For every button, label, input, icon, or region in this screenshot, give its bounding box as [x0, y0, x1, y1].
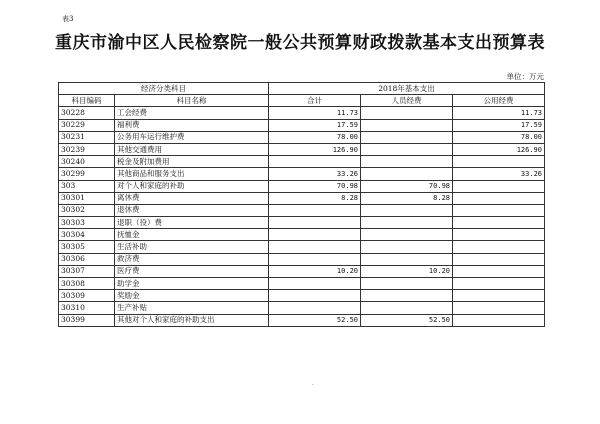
cell-personnel: 70.98 [361, 180, 453, 192]
cell-code: 30306 [59, 253, 115, 265]
table-row [59, 290, 545, 302]
table-row [59, 253, 545, 265]
cell-code: 303 [59, 180, 115, 192]
cell-personnel [361, 143, 453, 155]
table-row [59, 107, 545, 119]
cell-total [269, 241, 361, 253]
cell-code: 30240 [59, 156, 115, 168]
cell-total: 10.20 [269, 265, 361, 277]
cell-name: 医疗费 [115, 265, 269, 277]
cell-total [269, 156, 361, 168]
cell-public: 17.59 [453, 119, 545, 131]
cell-code: 30307 [59, 265, 115, 277]
cell-public [453, 278, 545, 290]
cell-code: 30229 [59, 119, 115, 131]
cell-total: 8.28 [269, 192, 361, 204]
cell-total [269, 290, 361, 302]
header-basic-expense: 2018年基本支出 [269, 83, 545, 95]
cell-total [269, 302, 361, 314]
cell-public [453, 204, 545, 216]
table-row [59, 204, 545, 216]
table-row [59, 229, 545, 241]
cell-name: 退职（役）费 [115, 217, 269, 229]
cell-total [269, 204, 361, 216]
table-row [59, 314, 545, 326]
table-row [59, 265, 545, 277]
cell-name: 其他对个人和家庭的补助支出 [115, 314, 269, 326]
cell-name: 离休费 [115, 192, 269, 204]
table-row [59, 168, 545, 180]
cell-name: 税金及附加费用 [115, 156, 269, 168]
unit-label: 单位：万元 [506, 72, 544, 81]
footer-mark: . [312, 380, 314, 387]
cell-personnel [361, 253, 453, 265]
cell-public [453, 180, 545, 192]
table-body [59, 107, 545, 326]
cell-name: 奖励金 [115, 290, 269, 302]
cell-total: 33.26 [269, 168, 361, 180]
cell-code: 30228 [59, 107, 115, 119]
cell-personnel [361, 241, 453, 253]
table-row [59, 119, 545, 131]
cell-public: 126.90 [453, 143, 545, 155]
cell-name: 对个人和家庭的补助 [115, 180, 269, 192]
cell-code: 30309 [59, 290, 115, 302]
header-personnel: 人员经费 [361, 95, 453, 107]
cell-personnel [361, 156, 453, 168]
cell-personnel [361, 229, 453, 241]
cell-public: 11.73 [453, 107, 545, 119]
cell-total [269, 217, 361, 229]
table-row [59, 217, 545, 229]
cell-public [453, 314, 545, 326]
cell-personnel: 8.28 [361, 192, 453, 204]
table-row [59, 143, 545, 155]
cell-total [269, 278, 361, 290]
cell-code: 30304 [59, 229, 115, 241]
cell-code: 30303 [59, 217, 115, 229]
cell-total: 78.00 [269, 131, 361, 143]
table-row [59, 156, 545, 168]
cell-code: 30302 [59, 204, 115, 216]
cell-total [269, 229, 361, 241]
cell-name: 生产补贴 [115, 302, 269, 314]
header-row-top [59, 83, 545, 95]
cell-personnel [361, 204, 453, 216]
table-row [59, 180, 545, 192]
table-row [59, 131, 545, 143]
cell-name: 抚恤金 [115, 229, 269, 241]
cell-total: 11.73 [269, 107, 361, 119]
table-row [59, 241, 545, 253]
cell-name: 生活补助 [115, 241, 269, 253]
cell-name: 退休费 [115, 204, 269, 216]
cell-personnel [361, 302, 453, 314]
document-title: 重庆市渝中区人民检察院一般公共预算财政拨款基本支出预算表 [55, 33, 545, 53]
cell-total: 126.90 [269, 143, 361, 155]
cell-name: 其他交通费用 [115, 143, 269, 155]
cell-public [453, 302, 545, 314]
cell-code: 30301 [59, 192, 115, 204]
cell-code: 30231 [59, 131, 115, 143]
cell-name: 公务用车运行维护费 [115, 131, 269, 143]
cell-personnel [361, 119, 453, 131]
cell-personnel [361, 290, 453, 302]
cell-public [453, 241, 545, 253]
cell-public [453, 156, 545, 168]
cell-code: 30305 [59, 241, 115, 253]
header-row-columns [59, 95, 545, 107]
header-public: 公用经费 [453, 95, 545, 107]
header-econ-class: 经济分类科目 [59, 83, 269, 95]
budget-table [58, 82, 545, 327]
cell-personnel [361, 107, 453, 119]
header-code: 科目编码 [59, 95, 115, 107]
cell-public [453, 229, 545, 241]
cell-code: 30308 [59, 278, 115, 290]
cell-personnel: 10.20 [361, 265, 453, 277]
cell-public [453, 290, 545, 302]
cell-personnel [361, 278, 453, 290]
cell-personnel: 52.50 [361, 314, 453, 326]
cell-total: 52.50 [269, 314, 361, 326]
cell-code: 30310 [59, 302, 115, 314]
cell-code: 30299 [59, 168, 115, 180]
cell-personnel [361, 168, 453, 180]
cell-code: 30239 [59, 143, 115, 155]
cell-personnel [361, 217, 453, 229]
cell-total: 17.59 [269, 119, 361, 131]
cell-code: 30399 [59, 314, 115, 326]
table-row [59, 278, 545, 290]
cell-name: 福利费 [115, 119, 269, 131]
cell-name: 救济费 [115, 253, 269, 265]
table-row [59, 192, 545, 204]
cell-public [453, 253, 545, 265]
header-name: 科目名称 [115, 95, 269, 107]
cell-name: 工会经费 [115, 107, 269, 119]
cell-public: 78.00 [453, 131, 545, 143]
table-row [59, 302, 545, 314]
cell-public: 33.26 [453, 168, 545, 180]
header-total: 合计 [269, 95, 361, 107]
cell-public [453, 192, 545, 204]
document-label: 表3 [62, 15, 74, 23]
cell-total [269, 253, 361, 265]
cell-public [453, 217, 545, 229]
cell-public [453, 265, 545, 277]
cell-name: 助学金 [115, 278, 269, 290]
cell-name: 其他商品和服务支出 [115, 168, 269, 180]
cell-personnel [361, 131, 453, 143]
cell-total: 70.98 [269, 180, 361, 192]
